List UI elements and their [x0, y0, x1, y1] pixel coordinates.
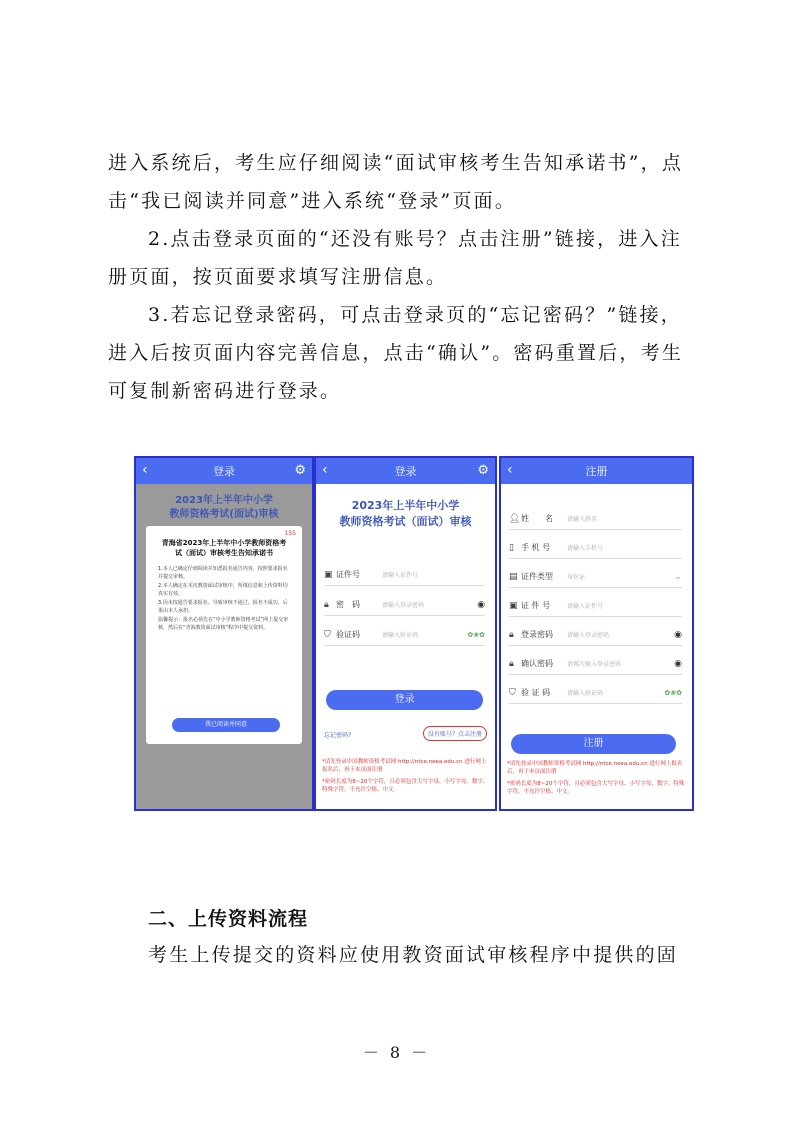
modal-title	[146, 538, 302, 558]
note-2: *密码长度为8~20个字符，且必须包含大写字母、小写字母、数字、特殊字符，不允许空格、中文。	[507, 781, 685, 795]
field-label: 证件号	[336, 570, 360, 579]
field-placeholder: 请输入验证码	[382, 632, 419, 639]
lock-icon: 🔒︎	[509, 658, 514, 669]
field-value: 身份证	[567, 574, 586, 581]
register-link[interactable]: 没有账号？点击注册	[423, 726, 487, 741]
field-placeholder: 请输入证件号	[567, 603, 604, 610]
dimmed-background	[136, 484, 312, 809]
eye-icon[interactable]: ◉	[674, 629, 682, 640]
modal-body	[158, 566, 292, 634]
app-bar	[501, 458, 692, 484]
eye-icon[interactable]: ◉	[674, 658, 682, 669]
id-type-select[interactable]	[509, 566, 682, 588]
back-icon[interactable]: ‹	[142, 462, 148, 478]
gear-icon[interactable]: ⚙	[294, 463, 306, 478]
screenshot-consent	[134, 456, 314, 811]
lock-icon: 🔒︎	[324, 599, 329, 610]
shield-icon: ⛉	[509, 687, 516, 698]
note-1: *请先登录中国教师资格考试网 http://ntce.neea.edu.cn 进行网上报名后，再于本页面注册	[507, 761, 683, 775]
back-icon[interactable]: ‹	[507, 462, 513, 478]
id-card-icon: ▣	[324, 569, 333, 580]
title-line-2: 教师资格考试（面试）审核	[339, 515, 472, 528]
screenshot-register	[499, 456, 694, 811]
title-line-1: 2023年上半年中小学	[351, 499, 460, 512]
forgot-password-link[interactable]: 忘记密码?	[324, 732, 352, 739]
title-line-2: 教师资格考试(面试)审核	[169, 509, 279, 520]
consent-item: 2.本人确定在本次教资面试审核中，所填信息和上传资料均真实有效。	[158, 583, 288, 597]
app-bar	[316, 458, 495, 484]
password-field[interactable]	[509, 624, 682, 646]
field-label: 姓 名	[521, 514, 553, 523]
login-button[interactable]: 登录	[326, 690, 483, 710]
field-label: 手 机 号	[521, 543, 551, 552]
name-field[interactable]	[509, 508, 682, 530]
field-label: 验 证 码	[521, 688, 551, 697]
text-line-2: 击“我已阅读并同意”进入系统“登录”页面。	[108, 190, 517, 212]
captcha-field[interactable]	[509, 682, 682, 704]
consent-item: 温馨提示：报名必须先在“中小学教师资格考试”网上提交审核，然后在“青海教资面试审核”程序中提交资料。	[158, 617, 289, 631]
user-icon: 👤︎	[509, 513, 521, 524]
consent-item: 1.本人已确定仔细阅读并知悉报名通告内容，按照要求报名并提交审核。	[158, 566, 288, 580]
chevron-down-icon[interactable]: ⌄	[674, 571, 682, 582]
text-line-4: 册页面，按页面要求填写注册信息。	[108, 266, 448, 288]
text-line-6: 进入后按页面内容完善信息，点击“确认”。密码重置后，考生	[108, 342, 684, 364]
shield-icon: ⛉	[324, 629, 331, 640]
field-placeholder: 请输入手机号	[567, 545, 604, 552]
consent-item: 3.因未按通告要求报名、导致审核不通过、报名不成功，后果由本人承担。	[158, 600, 288, 614]
bar-title: 登录	[213, 465, 235, 478]
bar-title: 注册	[585, 465, 608, 478]
captcha-image-icon[interactable]: ✿❀✿	[467, 630, 485, 639]
page-title	[136, 494, 312, 522]
gear-icon[interactable]: ⚙	[477, 463, 489, 478]
text-line-7: 可复制新密码进行登录。	[108, 380, 342, 402]
field-placeholder: 请输入姓名	[567, 516, 598, 523]
page-number: － 8 －	[362, 1043, 431, 1062]
card-icon: ▤	[509, 571, 518, 582]
eye-icon[interactable]: ◉	[477, 599, 485, 610]
field-label: 验证码	[336, 630, 360, 639]
bar-title: 登录	[394, 465, 417, 478]
section-heading: 二、上传资料流程	[148, 908, 309, 930]
agree-button[interactable]: 我已阅读并同意	[172, 718, 280, 732]
field-placeholder: 请输入登录密码	[382, 602, 425, 609]
back-icon[interactable]: ‹	[322, 462, 328, 478]
note-2: *密码长度为8~20个字符，且必须包含大写字母、小写字母、数字、特殊字符，不允许空格、中文。	[322, 779, 489, 793]
text-line-3: 2.点击登录页面的“还没有账号？点击注册”链接，进入注	[148, 228, 682, 250]
id-number-field[interactable]	[324, 564, 485, 586]
captcha-image-icon[interactable]: ✿❀✿	[664, 688, 682, 697]
field-label: 证件类型	[521, 572, 553, 581]
field-label: 证 件 号	[521, 601, 551, 610]
field-placeholder: 请输入验证码	[567, 690, 604, 697]
modal-title-2: 试（面试）审核考生告知承诺书	[175, 549, 273, 557]
lock-icon: 🔒︎	[509, 629, 514, 640]
id-card-icon: ▣	[509, 600, 518, 611]
phone-field[interactable]	[509, 537, 682, 559]
text-line-1: 进入系统后，考生应仔细阅读“面试审核考生告知承诺书”，点	[108, 152, 684, 174]
field-label: 确认密码	[521, 659, 553, 668]
screenshot-login	[314, 456, 497, 811]
field-label: 登录密码	[521, 630, 553, 639]
phone-icon: ▯	[509, 542, 514, 553]
note-1: *请先登录中国教师资格考试网 http://ntce.neea.edu.cn 进行网上报名后，再于本页面注册	[322, 759, 487, 773]
field-placeholder: 请再次输入登录密码	[567, 661, 622, 668]
password-field[interactable]	[324, 594, 485, 616]
captcha-field[interactable]	[324, 624, 485, 646]
modal-title-1: 青海省2023年上半年中小学教师资格考	[161, 539, 287, 547]
countdown: 15S	[284, 530, 296, 537]
field-placeholder: 请输入登录密码	[567, 632, 610, 639]
register-button[interactable]: 注册	[511, 734, 676, 754]
field-label: 密 码	[336, 600, 360, 609]
text-line-last: 考生上传提交的资料应使用教资面试审核程序中提供的固	[148, 944, 679, 966]
link-row	[324, 730, 487, 739]
text-line-5: 3.若忘记登录密码，可点击登录页的“忘记密码？”链接，	[148, 304, 682, 326]
confirm-password-field[interactable]	[509, 653, 682, 675]
title-line-1: 2023年上半年中小学	[175, 495, 273, 506]
consent-modal	[146, 526, 302, 744]
id-number-field[interactable]	[509, 595, 682, 617]
app-bar	[136, 458, 312, 484]
page-title	[316, 498, 495, 530]
field-placeholder: 请输入证件号	[382, 572, 419, 579]
